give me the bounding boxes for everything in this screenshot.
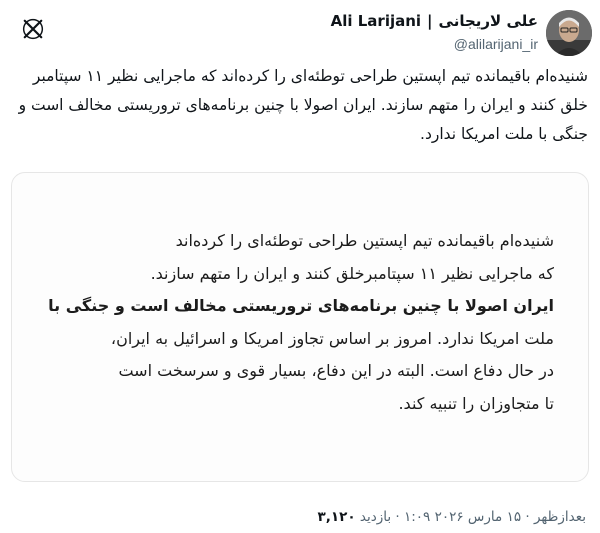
tweet-footer bbox=[317, 509, 586, 525]
tweet-text: شنیده‌ام باقیمانده تیم اپستین طراحی توطئه‌ای را کرده‌اند که ماجرایی نظیر ۱۱ سپتامبر خلق کنند و ایران را متهم سازند. ایران اصولا با چنین برنامه‌های تروریستی مخالف است و جنگی با ملت امریکا ندارد. bbox=[18, 67, 588, 143]
avatar[interactable] bbox=[546, 10, 592, 56]
author-name-row[interactable] bbox=[331, 12, 538, 30]
quote-line: ملت امریکا ندارد. امروز بر اساس تجاوز امریکا و اسرائیل به ایران، bbox=[110, 328, 554, 348]
name-separator: | bbox=[427, 12, 433, 30]
tweet-timestamp[interactable]: بعدازظهر · ۱۵ مارس ۲۰۲۶ ۱:۰۹ · بازدید bbox=[359, 509, 586, 525]
quote-line: که ماجرایی نظیر ۱۱ سپتامبرخلق کنند و ایران را متهم سازند. bbox=[150, 263, 554, 283]
author-name-fa[interactable]: علی لاریجانی bbox=[438, 12, 538, 30]
author-handle[interactable]: @alilarijani_ir bbox=[453, 36, 538, 52]
quote-line-bold: ایران اصولا با چنین برنامه‌های تروریستی مخالف است و جنگی با bbox=[48, 296, 554, 315]
quote-card[interactable] bbox=[11, 172, 589, 482]
quote-card-text bbox=[34, 225, 554, 420]
avatar-photo bbox=[546, 10, 592, 56]
quote-line: تا متجاوزان را تنبیه کند. bbox=[398, 393, 554, 413]
author-name-en[interactable]: Ali Larijani bbox=[330, 12, 422, 30]
view-count: ۳,۱۲۰ bbox=[317, 509, 356, 525]
quote-line: شنیده‌ام باقیمانده تیم اپستین طراحی توطئه‌ای را کرده‌اند bbox=[175, 231, 554, 250]
tweet-header bbox=[0, 6, 600, 56]
quote-line: در حال دفاع است. البته در این دفاع، بسیار قوی و سرسخت است bbox=[118, 361, 554, 380]
x-logo-icon[interactable] bbox=[22, 18, 44, 40]
